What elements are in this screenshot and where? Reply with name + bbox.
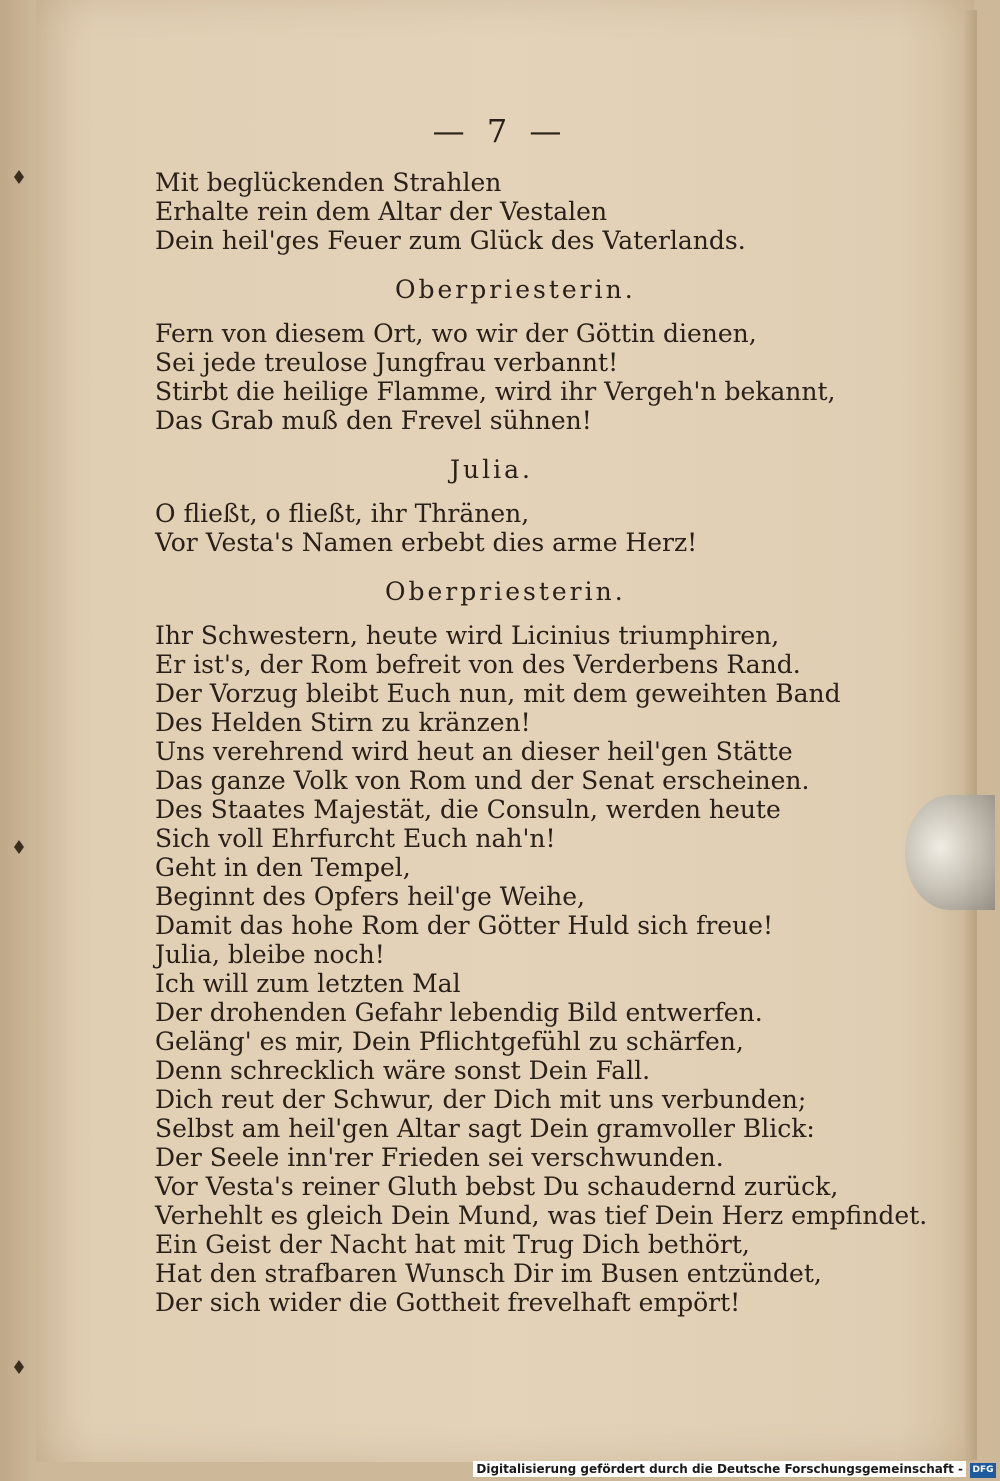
speaker-heading: Julia. <box>450 455 533 484</box>
verse-line: Er ist's, der Rom befreit von des Verderbens Rand. <box>155 650 801 679</box>
verse-block-1 <box>155 168 875 255</box>
verse-line: Das ganze Volk von Rom und der Senat erscheinen. <box>155 766 810 795</box>
verse-line: Des Staates Majestät, die Consuln, werden heute <box>155 795 781 824</box>
verse-line: Geläng' es mir, Dein Pflichtgefühl zu schärfen, <box>155 1027 744 1056</box>
page-edge <box>965 10 977 1460</box>
verse-line: Der sich wider die Gottheit frevelhaft empört! <box>155 1288 741 1317</box>
verse-block-2 <box>155 319 875 435</box>
verse-line: Der Seele inn'rer Frieden sei verschwunden. <box>155 1143 724 1172</box>
verse-block-3 <box>155 499 875 557</box>
verse-line: Sich voll Ehrfurcht Euch nah'n! <box>155 824 556 853</box>
verse-line: Selbst am heil'gen Altar sagt Dein gramvoller Blick: <box>155 1114 815 1143</box>
verse-line: Ein Geist der Nacht hat mit Trug Dich bethört, <box>155 1230 750 1259</box>
verse-block-4 <box>155 621 928 1317</box>
verse-line: O fließt, o fließt, ihr Thränen, <box>155 499 530 528</box>
verse-line: Vor Vesta's reiner Gluth bebst Du schaudernd zurück, <box>155 1172 839 1201</box>
verse-line: Fern von diesem Ort, wo wir der Göttin dienen, <box>155 319 757 348</box>
verse-line: Beginnt des Opfers heil'ge Weihe, <box>155 882 586 911</box>
verse-line: Dein heil'ges Feuer zum Glück des Vaterlands. <box>155 226 746 255</box>
verse-line: Ihr Schwestern, heute wird Licinius triumphiren, <box>155 621 780 650</box>
page-number: — 7 — <box>432 112 568 150</box>
speaker-heading: Oberpriesterin. <box>395 275 636 304</box>
verse-line: Damit das hohe Rom der Götter Huld sich freue! <box>155 911 774 940</box>
verse-line: Julia, bleibe noch! <box>155 940 385 969</box>
verse-line: Das Grab muß den Frevel sühnen! <box>155 406 592 435</box>
verse-line: Der Vorzug bleibt Euch nun, mit dem geweihten Band <box>155 679 841 708</box>
verse-line: Vor Vesta's Namen erbebt dies arme Herz! <box>155 528 698 557</box>
verse-line: Geht in den Tempel, <box>155 853 411 882</box>
verse-line: Des Helden Stirn zu kränzen! <box>155 708 531 737</box>
verse-line: Denn schrecklich wäre sonst Dein Fall. <box>155 1056 651 1085</box>
verse-line: Mit beglückenden Strahlen <box>155 168 502 197</box>
verse-line: Verhehlt es gleich Dein Mund, was tief Dein Herz empfindet. <box>155 1201 928 1230</box>
verse-line: Uns verehrend wird heut an dieser heil'gen Stätte <box>155 737 793 766</box>
binding-shadow <box>0 0 36 1481</box>
digitization-credit: Digitalisierung gefördert durch die Deutsche Forschungsgemeinschaft - <box>473 1461 966 1477</box>
page-clip <box>905 795 995 910</box>
verse-line: Erhalte rein dem Altar der Vestalen <box>155 197 608 226</box>
dfg-logo: DFG <box>970 1463 996 1478</box>
verse-line: Dich reut der Schwur, der Dich mit uns verbunden; <box>155 1085 807 1114</box>
verse-line: Der drohenden Gefahr lebendig Bild entwerfen. <box>155 998 763 1027</box>
verse-line: Sei jede treulose Jungfrau verbannt! <box>155 348 619 377</box>
verse-line: Stirbt die heilige Flamme, wird ihr Vergeh'n bekannt, <box>155 377 836 406</box>
speaker-heading: Oberpriesterin. <box>385 577 626 606</box>
text-block <box>155 168 928 1317</box>
verse-line: Ich will zum letzten Mal <box>155 969 461 998</box>
verse-line: Hat den strafbaren Wunsch Dir im Busen entzündet, <box>155 1259 822 1288</box>
